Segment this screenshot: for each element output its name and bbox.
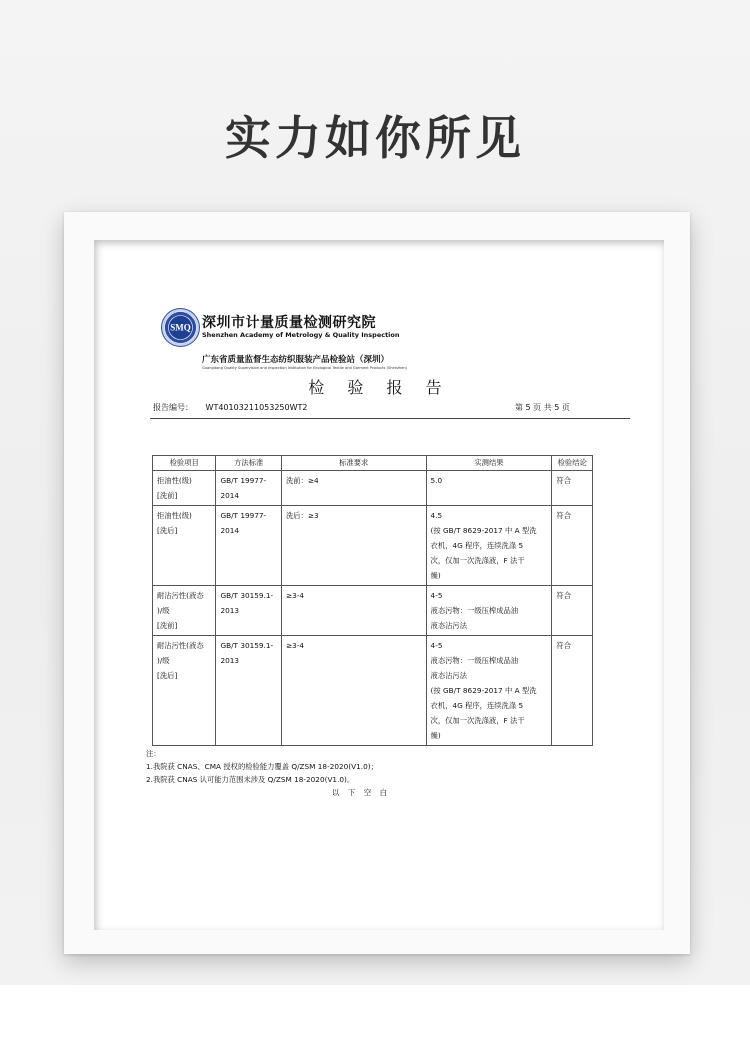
cell-conclusion: 符合 [552,586,593,636]
table-header-row [153,456,593,471]
cell-method-line: GB/T 19977- [220,476,267,485]
organization-name-en: Shenzhen Academy of Metrology & Quality Inspection [202,331,400,339]
cell-requirement-line: 洗后：≥3 [285,511,319,520]
cell-result-line: 燥) [430,731,441,740]
cell-method [216,586,282,636]
cell-item-line: [洗后] [157,526,178,535]
cell-conclusion: 符合 [552,471,593,506]
cell-item-line: 耐沾污性(液态 [157,641,204,650]
cell-method-line: GB/T 19977- [220,511,267,520]
cell-requirement [281,636,426,746]
cell-result-line: 次，仅加一次洗涤液，F 法干 [430,716,525,725]
station-name: 广东省质量监督生态纺织服装产品检验站（深圳） [202,355,390,365]
notes-section [146,747,378,786]
cell-item [153,586,216,636]
cell-requirement [281,506,426,586]
column-header-result: 实测结果 [426,456,552,471]
cell-result-line: 4-5 [430,641,443,650]
table-row [153,636,593,746]
results-table-body [153,471,593,746]
cell-result-line: 衣机，4G 程序，连续洗涤 5 [430,701,524,710]
organization-name: 深圳市计量质量检测研究院 [202,315,376,331]
cell-requirement-line: 洗前：≥4 [285,476,319,485]
cell-result-line: (按 GB/T 8629-2017 中 A 型洗 [430,686,537,695]
cell-item-line: )/级 [157,656,170,665]
page-headline: 实力如你所见 [225,111,525,165]
cell-result [426,506,552,586]
cell-result-line: 燥) [430,571,441,580]
test-report-document [116,265,643,905]
cell-result-line: 次，仅加一次洗涤液，F 法干 [430,556,525,565]
cell-method-line: GB/T 30159.1- [220,591,274,600]
cell-result-line: 液态沾污法 [430,671,468,680]
cell-item-line: [洗后] [157,671,178,680]
cell-result [426,636,552,746]
blank-below-notice: 以 下 空 白 [331,788,391,797]
cell-item-line: 拒油性(级) [157,511,192,520]
cell-requirement-line: ≥3-4 [285,641,305,650]
cell-result-line: 液态污物：一级压榨成品油 [430,606,519,615]
report-number-value: WT40103211053250WT2 [205,403,308,412]
cell-result [426,586,552,636]
column-header-conclusion: 检验结论 [552,456,593,471]
cell-item-line: )/级 [157,606,170,615]
logo-lettering: SMQ [170,322,191,333]
cell-result-line: 5.0 [430,476,443,485]
cell-requirement-line: ≥3-4 [285,591,305,600]
cell-method [216,471,282,506]
cell-result [426,471,552,506]
column-header-item: 检验项目 [153,456,216,471]
cell-result-line: 液态沾污法 [430,621,468,630]
cell-result-line: 4.5 [430,511,443,520]
cell-item-line: 耐沾污性(液态 [157,591,204,600]
table-row [153,506,593,586]
smq-logo [162,309,199,346]
notes-title: 注： [146,749,161,758]
cell-result-line: (按 GB/T 8629-2017 中 A 型洗 [430,526,537,535]
report-title: 检 验 报 告 [308,378,451,397]
cell-item-line: [洗前] [157,621,178,630]
cell-requirement [281,471,426,506]
header-divider [150,418,630,419]
results-table [152,455,593,746]
cell-method-line: 2014 [220,526,240,535]
cell-method-line: GB/T 30159.1- [220,641,274,650]
cell-method [216,506,282,586]
cell-requirement [281,586,426,636]
smq-logo-icon [162,309,199,346]
report-number-label: 报告编号： [153,403,193,412]
cell-method-line: 2013 [220,656,240,665]
report-number [153,402,308,413]
cell-method-line: 2013 [220,606,240,615]
column-header-method: 方法标准 [216,456,282,471]
cell-result-line: 4-5 [430,591,443,600]
table-row [153,586,593,636]
note-line: 2.我院获 CNAS 认可能力范围未涉及 Q/ZSM 18-2020(V1.0)。 [146,775,355,784]
table-row [153,471,593,506]
column-header-requirement: 标准要求 [281,456,426,471]
cell-method [216,636,282,746]
cell-conclusion: 符合 [552,506,593,586]
cell-method-line: 2014 [220,491,240,500]
cell-item-line: 拒油性(级) [157,476,192,485]
cell-conclusion: 符合 [552,636,593,746]
cell-result-line: 液态污物：一级压榨成品油 [430,656,519,665]
cell-item [153,471,216,506]
floor-background [0,985,750,1053]
cell-item-line: [洗前] [157,491,178,500]
cell-result-line: 衣机，4G 程序，连续洗涤 5 [430,541,524,550]
cell-item [153,506,216,586]
station-name-en: Guangdong Quality Supervision and Inspection Institution for Ecological Textile and Garment Products (Shenzhen) [202,366,408,370]
cell-item [153,636,216,746]
page-indicator: 第 5 页 共 5 页 [515,403,570,412]
note-line: 1.我院获 CNAS、CMA 授权的检验能力覆盖 Q/ZSM 18-2020(V1.0)； [146,762,378,771]
